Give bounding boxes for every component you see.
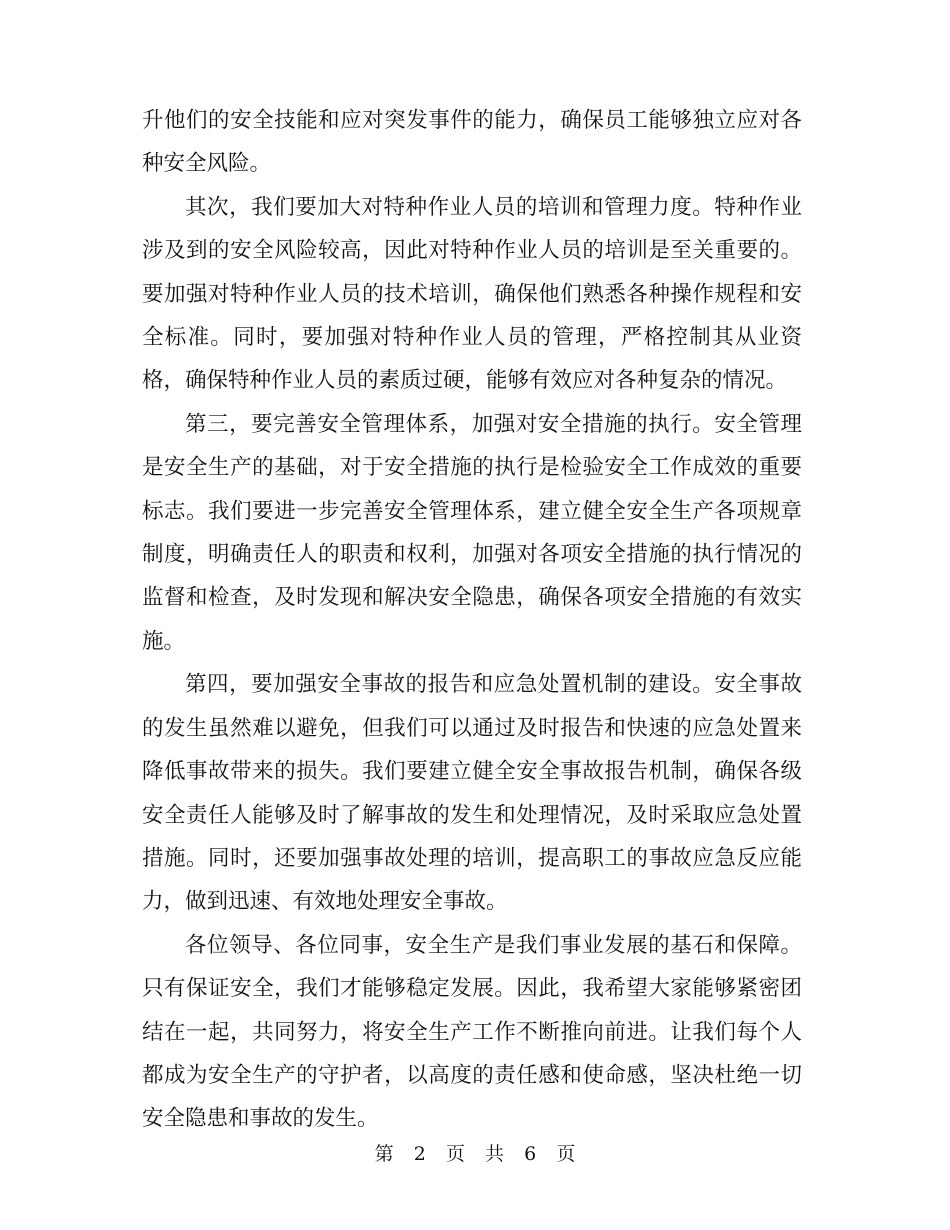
footer-page-word: 页: [445, 1143, 465, 1165]
document-body: [142, 99, 802, 1141]
footer-total-pages: 6: [524, 1143, 537, 1165]
page-number-footer: [0, 1142, 950, 1166]
paragraph-2: 其次，我们要加大对特种作业人员的培训和管理力度。特种作业涉及到的安全风险较高，因此对特种作业人员的培训是至关重要的。要加强对特种作业人员的技术培训，确保他们熟悉各种操作规程和安全标准。同时，要加强对特种作业人员的管理，严格控制其从业资格，确保特种作业人员的素质过硬，能够有效应对各种复杂的情况。: [142, 194, 802, 394]
paragraph-5: 各位领导、各位同事，安全生产是我们事业发展的基石和保障。只有保证安全，我们才能够稳定发展。因此，我希望大家能够紧密团结在一起，共同努力，将安全生产工作不断推向前进。让我们每个人都成为安全生产的守护者，以高度的责任感和使命感，坚决杜绝一切安全隐患和事故的发生。: [142, 932, 802, 1132]
paragraph-1: 升他们的安全技能和应对突发事件的能力，确保员工能够独立应对各种安全风险。: [142, 108, 802, 177]
paragraph-4: 第四，要加强安全事故的报告和应急处置机制的建设。安全事故的发生虽然难以避免，但我们可以通过及时报告和快速的应急处置来降低事故带来的损失。我们要建立健全安全事故报告机制，确保各级安全责任人能够及时了解事故的发生和处理情况，及时采取应急处置措施。同时，还要加强事故处理的培训，提高职工的事故应急反应能力，做到迅速、有效地处理安全事故。: [142, 672, 802, 915]
footer-total-word: 共: [485, 1143, 505, 1165]
footer-current-page: 2: [413, 1143, 426, 1165]
footer-prefix: 第: [374, 1143, 394, 1165]
footer-suffix: 页: [556, 1143, 576, 1165]
paragraph-3: 第三，要完善安全管理体系，加强对安全措施的执行。安全管理是安全生产的基础，对于安全措施的执行是检验安全工作成效的重要标志。我们要进一步完善安全管理体系，建立健全安全生产各项规章制度，明确责任人的职责和权利，加强对各项安全措施的执行情况的监督和检查，及时发现和解决安全隐患，确保各项安全措施的有效实施。: [142, 411, 802, 654]
